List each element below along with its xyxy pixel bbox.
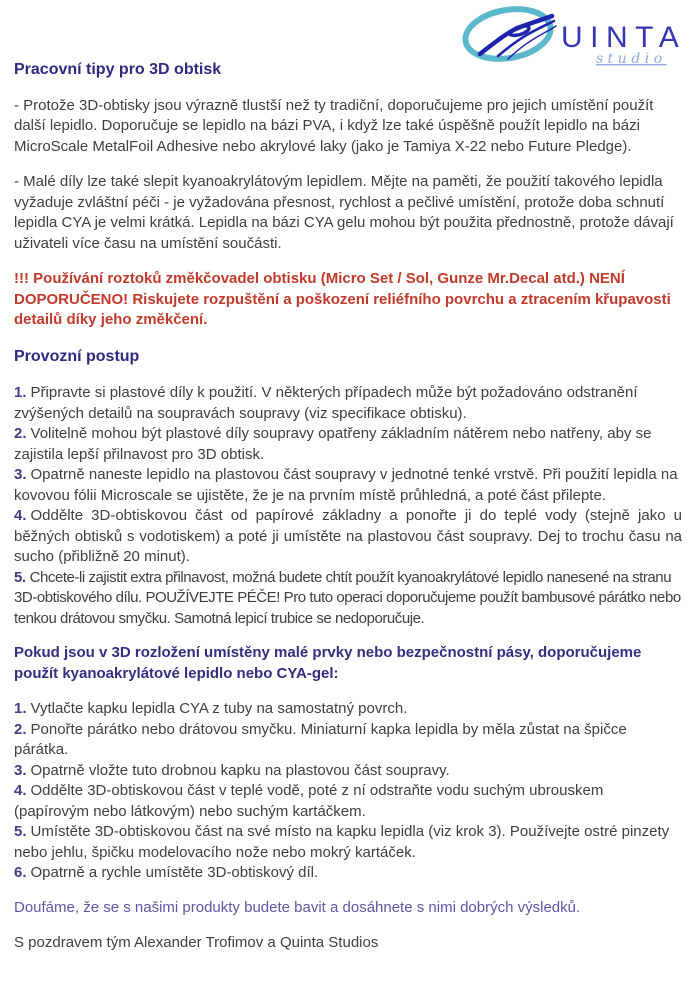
- cya-steps-list: [14, 699, 682, 884]
- step-number: 3.: [14, 466, 27, 483]
- step-text: Opatrně a rychle umístěte 3D-obtiskový díl.: [30, 864, 319, 881]
- step-number: 6.: [14, 864, 27, 881]
- step-text: Připravte si plastové díly k použití. V některých případech může být požadováno odstranění zvýšených detailů na soupravách soupravy (viz specifikace obtisku).: [14, 384, 638, 422]
- cya-recommendation-heading: Pokud jsou v 3D rozložení umístěny malé prvky nebo bezpečnostní pásy, doporučujeme použít kyanoakrylátové lepidlo nebo CYA-gel:: [14, 644, 642, 682]
- procedure-step: [14, 383, 682, 424]
- step-text: Oddělte 3D-obtiskovou část od papírové základny a ponořte ji do teplé vody (stejně jako u běžných obtisků s vodotiskem) a poté ji umístěte na plastovou část soupravy. Dej to trochu času na sucho (přibližně 20 minut).: [14, 507, 682, 565]
- quinta-logo-graphic: [460, 4, 692, 66]
- signature-line: S pozdravem tým Alexander Trofimov a Quinta Studios: [14, 934, 379, 951]
- step-text: Chcete-li zajistit extra přilnavost, možná budete chtít použít kyanoakrylátové lepidlo nanesené na stranu 3D-obtiskového dílu. POUŽÍVEJTE PÉČE! Pro tuto operaci doporučujeme použít bambusové párátko nebo tenkou drátovou smyčku. Samotná lepicí trubice se nedoporučuje.: [14, 568, 681, 627]
- cya-step: [14, 822, 682, 863]
- step-text: Umístěte 3D-obtiskovou část na své místo na kapku lepidla (viz krok 3). Používejte ostré pinzety nebo jehlu, špičku modelovacího nože nebo mokrý kartáček.: [14, 823, 670, 861]
- step-text: Vytlačte kapku lepidla CYA z tuby na samostatný povrch.: [30, 700, 408, 717]
- cya-step: [14, 863, 682, 884]
- step-number: 2.: [14, 720, 27, 738]
- intro-paragraph-2: - Malé díly lze také slepit kyanoakrylátovým lepidlem. Mějte na paměti, že použití takového lepidla vyžaduje zvláštní péči - je vyžadována přesnost, rychlost a pečlivé umístění, protože doba schnutí lepidla CYA je velmi krátká. Lepidla na bázi CYA gelu mohou být použita přednostně, protože dávají uživateli více času na umístění součásti.: [14, 173, 674, 252]
- step-text: Oddělte 3D-obtiskovou část v teplé vodě, poté z ní odstraňte vodu suchým ubrouskem (papírovým nebo látkovým) nebo suchým kartáčkem.: [14, 782, 604, 820]
- cya-step: [14, 720, 682, 761]
- page-title: Pracovní tipy pro 3D obtisk: [14, 61, 222, 78]
- softener-warning-text: !!! Používání roztoků změkčovadel obtisku (Micro Set / Sol, Gunze Mr.Decal atd.) NENÍ DOPORUČENO! Riskujete rozpuštění a poškození reliéfního povrchu a ztracením křupavosti detailů díky jeho změkčení.: [14, 270, 671, 328]
- closing-message: Doufáme, že se s našimi produkty budete bavit a dosáhnete s nimi dobrých výsledků.: [14, 898, 581, 916]
- logo-wordmark: UINTA: [561, 21, 687, 54]
- step-number: 5.: [14, 568, 26, 586]
- step-text: Opatrně vložte tuto drobnou kapku na plastovou část soupravy.: [30, 761, 450, 779]
- step-number: 3.: [14, 761, 27, 779]
- step-number: 5.: [14, 823, 27, 840]
- step-text: Volitelně mohou být plastové díly soupravy opatřeny základním nátěrem nebo natřeny, aby se zajistila lepší přilnavost pro 3D obtisk.: [14, 425, 652, 463]
- procedure-steps-list: [14, 383, 682, 629]
- procedure-heading: Provozní postup: [14, 347, 140, 365]
- step-number: 4.: [14, 507, 27, 524]
- intro-paragraph-1: - Protože 3D-obtisky jsou výrazně tlustší než ty tradiční, doporučujeme pro jejich umístění použít další lepidlo. Doporučuje se lepidlo na bázi PVA, i když lze také úspěšně použít lepidlo na bázi MicroScale MetalFoil Adhesive nebo akrylové laky (jako je Tamiya X-22 nebo Future Pledge).: [14, 96, 654, 155]
- step-number: 2.: [14, 425, 27, 442]
- step-number: 1.: [14, 384, 27, 401]
- step-number: 4.: [14, 782, 27, 799]
- procedure-step: [14, 465, 682, 506]
- procedure-step: [14, 506, 682, 568]
- logo-script-text: studio: [596, 51, 667, 66]
- quinta-studio-logo: [460, 4, 692, 66]
- step-text: Opatrně naneste lepidlo na plastovou část soupravy v jednotné tenké vrstvě. Při použití lepidla na kovovou fólii Microscale se ujistěte, že je na prvním místě průhledná, a poté část přilepte.: [14, 466, 678, 504]
- procedure-step: [14, 424, 682, 465]
- step-text: Ponořte párátko nebo drátovou smyčku. Miniaturní kapka lepidla by měla zůstat na špičce párátka.: [14, 720, 627, 758]
- cya-step: [14, 699, 682, 720]
- cya-step: [14, 761, 682, 782]
- procedure-step: [14, 568, 682, 630]
- step-number: 1.: [14, 700, 27, 717]
- cya-step: [14, 781, 682, 822]
